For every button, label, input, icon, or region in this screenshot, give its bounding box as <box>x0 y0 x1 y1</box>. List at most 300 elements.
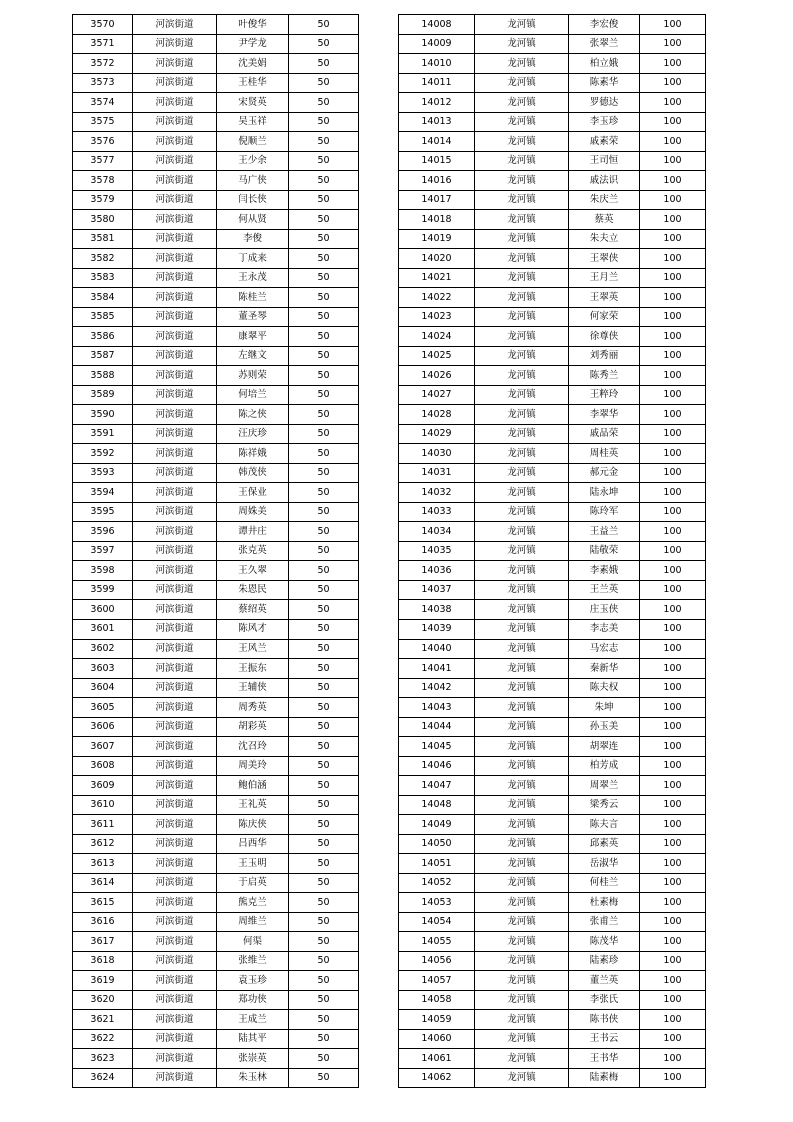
amount-cell: 50 <box>289 463 359 483</box>
township-cell: 龙河镇 <box>475 737 569 757</box>
amount-cell: 50 <box>289 1049 359 1069</box>
amount-cell: 50 <box>289 483 359 503</box>
table-row <box>73 971 359 991</box>
person-name-cell: 陈素华 <box>569 73 640 93</box>
township-cell: 河滨街道 <box>133 385 217 405</box>
table-row <box>73 873 359 893</box>
serial-number-cell: 14055 <box>399 932 475 952</box>
serial-number-cell: 3618 <box>73 951 133 971</box>
person-name-cell: 陈玲军 <box>569 502 640 522</box>
serial-number-cell: 3593 <box>73 463 133 483</box>
serial-number-cell: 3570 <box>73 15 133 35</box>
township-cell: 河滨街道 <box>133 405 217 425</box>
amount-cell: 100 <box>640 1049 706 1069</box>
serial-number-cell: 14024 <box>399 327 475 347</box>
amount-cell: 100 <box>640 346 706 366</box>
person-name-cell: 王成兰 <box>217 1010 289 1030</box>
township-cell: 河滨街道 <box>133 854 217 874</box>
amount-cell: 100 <box>640 912 706 932</box>
township-cell: 龙河镇 <box>475 1010 569 1030</box>
person-name-cell: 吴玉祥 <box>217 112 289 132</box>
amount-cell: 100 <box>640 34 706 54</box>
serial-number-cell: 3592 <box>73 444 133 464</box>
person-name-cell: 李俊 <box>217 229 289 249</box>
amount-cell: 50 <box>289 522 359 542</box>
serial-number-cell: 3571 <box>73 34 133 54</box>
township-cell: 河滨街道 <box>133 951 217 971</box>
serial-number-cell: 3621 <box>73 1010 133 1030</box>
serial-number-cell: 14021 <box>399 268 475 288</box>
serial-number-cell: 14030 <box>399 444 475 464</box>
township-cell: 龙河镇 <box>475 288 569 308</box>
table-row <box>73 600 359 620</box>
person-name-cell: 王翠英 <box>569 288 640 308</box>
township-cell: 河滨街道 <box>133 932 217 952</box>
serial-number-cell: 3623 <box>73 1049 133 1069</box>
township-cell: 龙河镇 <box>475 346 569 366</box>
serial-number-cell: 14048 <box>399 795 475 815</box>
amount-cell: 100 <box>640 873 706 893</box>
person-name-cell: 王保业 <box>217 483 289 503</box>
serial-number-cell: 3601 <box>73 619 133 639</box>
table-row <box>399 815 706 835</box>
table-row <box>399 190 706 210</box>
table-row <box>73 619 359 639</box>
serial-number-cell: 3599 <box>73 580 133 600</box>
person-name-cell: 周美玲 <box>217 756 289 776</box>
serial-number-cell: 14052 <box>399 873 475 893</box>
township-cell: 河滨街道 <box>133 444 217 464</box>
person-name-cell: 何桂兰 <box>569 873 640 893</box>
table-row <box>399 990 706 1010</box>
person-name-cell: 王粹玲 <box>569 385 640 405</box>
amount-cell: 50 <box>289 815 359 835</box>
table-row <box>73 893 359 913</box>
amount-cell: 50 <box>289 893 359 913</box>
amount-cell: 100 <box>640 990 706 1010</box>
township-cell: 龙河镇 <box>475 873 569 893</box>
table-row <box>399 307 706 327</box>
amount-cell: 50 <box>289 346 359 366</box>
amount-cell: 50 <box>289 776 359 796</box>
table-row <box>399 210 706 230</box>
person-name-cell: 康翠平 <box>217 327 289 347</box>
amount-cell: 100 <box>640 951 706 971</box>
serial-number-cell: 14028 <box>399 405 475 425</box>
township-cell: 河滨街道 <box>133 268 217 288</box>
person-name-cell: 鲍伯涵 <box>217 776 289 796</box>
amount-cell: 100 <box>640 932 706 952</box>
township-cell: 龙河镇 <box>475 815 569 835</box>
serial-number-cell: 3584 <box>73 288 133 308</box>
serial-number-cell: 14029 <box>399 424 475 444</box>
serial-number-cell: 3620 <box>73 990 133 1010</box>
table-row <box>399 912 706 932</box>
table-row <box>399 54 706 74</box>
township-cell: 河滨街道 <box>133 1010 217 1030</box>
person-name-cell: 李宏俊 <box>569 15 640 35</box>
township-cell: 龙河镇 <box>475 854 569 874</box>
table-row <box>399 854 706 874</box>
person-name-cell: 朱坤 <box>569 698 640 718</box>
serial-number-cell: 14038 <box>399 600 475 620</box>
person-name-cell: 朱恩民 <box>217 580 289 600</box>
serial-number-cell: 3622 <box>73 1029 133 1049</box>
amount-cell: 50 <box>289 912 359 932</box>
serial-number-cell: 14017 <box>399 190 475 210</box>
township-cell: 龙河镇 <box>475 1068 569 1088</box>
table-row <box>73 15 359 35</box>
person-name-cell: 熊克兰 <box>217 893 289 913</box>
person-name-cell: 李翠华 <box>569 405 640 425</box>
person-name-cell: 陈书侠 <box>569 1010 640 1030</box>
person-name-cell: 王书华 <box>569 1049 640 1069</box>
table-row <box>399 424 706 444</box>
serial-number-cell: 3598 <box>73 561 133 581</box>
serial-number-cell: 3582 <box>73 249 133 269</box>
person-name-cell: 戚法识 <box>569 171 640 191</box>
table-row <box>73 385 359 405</box>
person-name-cell: 王玉明 <box>217 854 289 874</box>
person-name-cell: 何渠 <box>217 932 289 952</box>
person-name-cell: 徐尊侠 <box>569 327 640 347</box>
person-name-cell: 朱玉林 <box>217 1068 289 1088</box>
township-cell: 龙河镇 <box>475 93 569 113</box>
serial-number-cell: 14023 <box>399 307 475 327</box>
table-row <box>73 249 359 269</box>
amount-cell: 100 <box>640 756 706 776</box>
table-row <box>399 776 706 796</box>
table-row <box>399 795 706 815</box>
serial-number-cell: 14046 <box>399 756 475 776</box>
serial-number-cell: 3587 <box>73 346 133 366</box>
person-name-cell: 李张氏 <box>569 990 640 1010</box>
table-row <box>73 1029 359 1049</box>
table-row <box>73 93 359 113</box>
township-cell: 河滨街道 <box>133 112 217 132</box>
amount-cell: 100 <box>640 405 706 425</box>
township-cell: 龙河镇 <box>475 15 569 35</box>
serial-number-cell: 3589 <box>73 385 133 405</box>
amount-cell: 50 <box>289 1029 359 1049</box>
serial-number-cell: 14040 <box>399 639 475 659</box>
serial-number-cell: 3575 <box>73 112 133 132</box>
serial-number-cell: 14035 <box>399 541 475 561</box>
amount-cell: 50 <box>289 678 359 698</box>
table-row <box>399 444 706 464</box>
amount-cell: 50 <box>289 639 359 659</box>
township-cell: 龙河镇 <box>475 717 569 737</box>
table-row <box>399 834 706 854</box>
table-row <box>73 815 359 835</box>
township-cell: 河滨街道 <box>133 600 217 620</box>
table-row <box>73 54 359 74</box>
amount-cell: 100 <box>640 893 706 913</box>
table-row <box>399 522 706 542</box>
person-name-cell: 陆其平 <box>217 1029 289 1049</box>
amount-cell: 100 <box>640 717 706 737</box>
table-row <box>399 1049 706 1069</box>
person-name-cell: 王辅侠 <box>217 678 289 698</box>
table-row <box>399 951 706 971</box>
township-cell: 龙河镇 <box>475 561 569 581</box>
serial-number-cell: 14027 <box>399 385 475 405</box>
person-name-cell: 王翠侠 <box>569 249 640 269</box>
serial-number-cell: 14034 <box>399 522 475 542</box>
amount-cell: 100 <box>640 737 706 757</box>
serial-number-cell: 3594 <box>73 483 133 503</box>
township-cell: 河滨街道 <box>133 1068 217 1088</box>
township-cell: 河滨街道 <box>133 346 217 366</box>
person-name-cell: 宋贤英 <box>217 93 289 113</box>
table-row <box>73 268 359 288</box>
table-row <box>73 639 359 659</box>
township-cell: 河滨街道 <box>133 873 217 893</box>
person-name-cell: 周桂英 <box>569 444 640 464</box>
table-row <box>73 1010 359 1030</box>
serial-number-cell: 14047 <box>399 776 475 796</box>
amount-cell: 100 <box>640 424 706 444</box>
serial-number-cell: 3576 <box>73 132 133 152</box>
township-cell: 河滨街道 <box>133 776 217 796</box>
serial-number-cell: 14014 <box>399 132 475 152</box>
township-cell: 河滨街道 <box>133 561 217 581</box>
table-row <box>399 737 706 757</box>
table-row <box>73 327 359 347</box>
person-name-cell: 沈召玲 <box>217 737 289 757</box>
person-name-cell: 丁成来 <box>217 249 289 269</box>
serial-number-cell: 14016 <box>399 171 475 191</box>
table-row <box>399 717 706 737</box>
table-row <box>399 580 706 600</box>
table-row <box>73 151 359 171</box>
person-name-cell: 董兰英 <box>569 971 640 991</box>
table-row <box>73 502 359 522</box>
amount-cell: 100 <box>640 561 706 581</box>
table-row <box>399 171 706 191</box>
table-row <box>73 1049 359 1069</box>
serial-number-cell: 14025 <box>399 346 475 366</box>
serial-number-cell: 14044 <box>399 717 475 737</box>
serial-number-cell: 3603 <box>73 659 133 679</box>
person-name-cell: 陈夫言 <box>569 815 640 835</box>
person-name-cell: 陈祥娥 <box>217 444 289 464</box>
table-row <box>73 834 359 854</box>
amount-cell: 100 <box>640 971 706 991</box>
amount-cell: 100 <box>640 541 706 561</box>
serial-number-cell: 14059 <box>399 1010 475 1030</box>
person-name-cell: 郑功侠 <box>217 990 289 1010</box>
amount-cell: 100 <box>640 854 706 874</box>
township-cell: 龙河镇 <box>475 307 569 327</box>
serial-number-cell: 14039 <box>399 619 475 639</box>
table-row <box>399 698 706 718</box>
township-cell: 河滨街道 <box>133 522 217 542</box>
township-cell: 河滨街道 <box>133 717 217 737</box>
person-name-cell: 庄玉侠 <box>569 600 640 620</box>
person-name-cell: 周翠兰 <box>569 776 640 796</box>
township-cell: 龙河镇 <box>475 990 569 1010</box>
amount-cell: 100 <box>640 580 706 600</box>
amount-cell: 50 <box>289 73 359 93</box>
person-name-cell: 王永茂 <box>217 268 289 288</box>
person-name-cell: 陈之侠 <box>217 405 289 425</box>
township-cell: 龙河镇 <box>475 756 569 776</box>
serial-number-cell: 14012 <box>399 93 475 113</box>
township-cell: 龙河镇 <box>475 776 569 796</box>
serial-number-cell: 14019 <box>399 229 475 249</box>
table-row <box>399 619 706 639</box>
table-row <box>73 776 359 796</box>
amount-cell: 100 <box>640 93 706 113</box>
township-cell: 龙河镇 <box>475 600 569 620</box>
table-row <box>73 932 359 952</box>
amount-cell: 50 <box>289 93 359 113</box>
person-name-cell: 韩茂侠 <box>217 463 289 483</box>
amount-cell: 50 <box>289 327 359 347</box>
township-cell: 河滨街道 <box>133 912 217 932</box>
serial-number-cell: 14036 <box>399 561 475 581</box>
person-name-cell: 王司恒 <box>569 151 640 171</box>
amount-cell: 50 <box>289 385 359 405</box>
table-row <box>73 1068 359 1088</box>
table-row <box>73 580 359 600</box>
serial-number-cell: 3613 <box>73 854 133 874</box>
amount-cell: 100 <box>640 815 706 835</box>
township-cell: 河滨街道 <box>133 483 217 503</box>
amount-cell: 50 <box>289 502 359 522</box>
township-cell: 河滨街道 <box>133 229 217 249</box>
person-name-cell: 王少余 <box>217 151 289 171</box>
person-name-cell: 谭井庄 <box>217 522 289 542</box>
person-name-cell: 王月兰 <box>569 268 640 288</box>
person-name-cell: 于启英 <box>217 873 289 893</box>
table-row <box>73 717 359 737</box>
township-cell: 龙河镇 <box>475 268 569 288</box>
table-row <box>399 1029 706 1049</box>
township-cell: 龙河镇 <box>475 112 569 132</box>
township-cell: 龙河镇 <box>475 932 569 952</box>
amount-cell: 50 <box>289 171 359 191</box>
amount-cell: 50 <box>289 698 359 718</box>
township-cell: 河滨街道 <box>133 249 217 269</box>
table-row <box>399 385 706 405</box>
person-name-cell: 何从贤 <box>217 210 289 230</box>
township-cell: 河滨街道 <box>133 151 217 171</box>
person-name-cell: 朱庆兰 <box>569 190 640 210</box>
person-name-cell: 王益兰 <box>569 522 640 542</box>
table-row <box>73 73 359 93</box>
person-name-cell: 汪庆珍 <box>217 424 289 444</box>
amount-cell: 50 <box>289 854 359 874</box>
amount-cell: 50 <box>289 580 359 600</box>
serial-number-cell: 3573 <box>73 73 133 93</box>
table-row <box>73 405 359 425</box>
amount-cell: 100 <box>640 1010 706 1030</box>
township-cell: 河滨街道 <box>133 971 217 991</box>
table-row <box>73 171 359 191</box>
amount-cell: 100 <box>640 307 706 327</box>
amount-cell: 100 <box>640 619 706 639</box>
serial-number-cell: 14031 <box>399 463 475 483</box>
township-cell: 龙河镇 <box>475 463 569 483</box>
amount-cell: 50 <box>289 424 359 444</box>
amount-cell: 50 <box>289 795 359 815</box>
serial-number-cell: 3595 <box>73 502 133 522</box>
person-name-cell: 苏则荣 <box>217 366 289 386</box>
table-row <box>399 502 706 522</box>
township-cell: 河滨街道 <box>133 73 217 93</box>
person-name-cell: 陈茂华 <box>569 932 640 952</box>
township-cell: 龙河镇 <box>475 834 569 854</box>
person-name-cell: 胡彩英 <box>217 717 289 737</box>
amount-cell: 50 <box>289 54 359 74</box>
serial-number-cell: 3612 <box>73 834 133 854</box>
serial-number-cell: 14056 <box>399 951 475 971</box>
table-row <box>73 951 359 971</box>
amount-cell: 100 <box>640 639 706 659</box>
serial-number-cell: 14061 <box>399 1049 475 1069</box>
serial-number-cell: 14051 <box>399 854 475 874</box>
table-row <box>73 659 359 679</box>
amount-cell: 50 <box>289 190 359 210</box>
township-cell: 河滨街道 <box>133 424 217 444</box>
table-row <box>73 444 359 464</box>
serial-number-cell: 3580 <box>73 210 133 230</box>
table-row <box>399 873 706 893</box>
amount-cell: 50 <box>289 210 359 230</box>
person-name-cell: 陆敬荣 <box>569 541 640 561</box>
amount-cell: 100 <box>640 249 706 269</box>
person-name-cell: 岳淑华 <box>569 854 640 874</box>
person-name-cell: 柏立娥 <box>569 54 640 74</box>
person-name-cell: 王振东 <box>217 659 289 679</box>
person-name-cell: 马宏志 <box>569 639 640 659</box>
person-name-cell: 陈桂兰 <box>217 288 289 308</box>
amount-cell: 50 <box>289 737 359 757</box>
table-row <box>399 483 706 503</box>
township-cell: 河滨街道 <box>133 541 217 561</box>
amount-cell: 50 <box>289 1010 359 1030</box>
person-name-cell: 王礼英 <box>217 795 289 815</box>
township-cell: 河滨街道 <box>133 190 217 210</box>
township-cell: 龙河镇 <box>475 151 569 171</box>
person-name-cell: 张甫兰 <box>569 912 640 932</box>
person-name-cell: 蔡英 <box>569 210 640 230</box>
township-cell: 龙河镇 <box>475 619 569 639</box>
amount-cell: 50 <box>289 444 359 464</box>
table-row <box>399 15 706 35</box>
person-name-cell: 陈庆侠 <box>217 815 289 835</box>
table-row <box>399 288 706 308</box>
serial-number-cell: 14033 <box>399 502 475 522</box>
left-roster-table <box>72 14 359 1088</box>
amount-cell: 100 <box>640 678 706 698</box>
amount-cell: 50 <box>289 112 359 132</box>
table-row <box>73 522 359 542</box>
amount-cell: 50 <box>289 249 359 269</box>
serial-number-cell: 3583 <box>73 268 133 288</box>
serial-number-cell: 14020 <box>399 249 475 269</box>
table-row <box>399 756 706 776</box>
serial-number-cell: 14057 <box>399 971 475 991</box>
table-row <box>399 34 706 54</box>
serial-number-cell: 3617 <box>73 932 133 952</box>
table-row <box>73 795 359 815</box>
amount-cell: 100 <box>640 15 706 35</box>
amount-cell: 100 <box>640 834 706 854</box>
township-cell: 龙河镇 <box>475 678 569 698</box>
